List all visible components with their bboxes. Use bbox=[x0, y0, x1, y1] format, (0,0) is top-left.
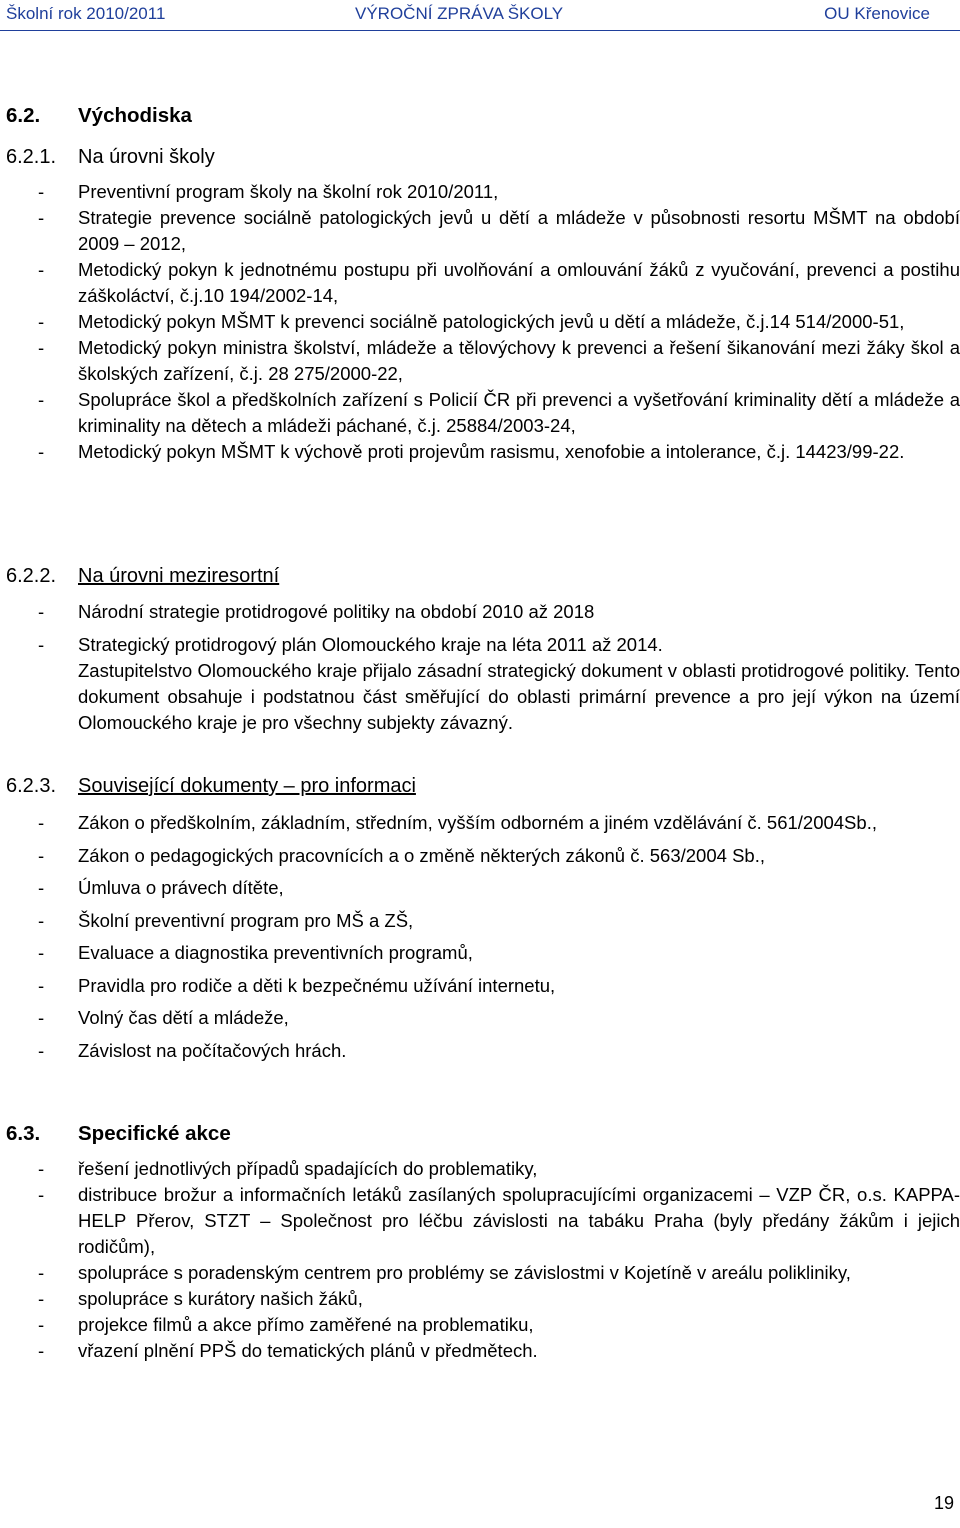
page-number: 19 bbox=[933, 1493, 954, 1513]
list-item: - Spolupráce škol a předškolních zařízení s Policií ČR při prevenci a vyšetřování kriminality dětí a mládeže a kriminality na dětech a mládeži páchané, č.j. 25884/2003-24, bbox=[38, 387, 960, 439]
list-item: - Preventivní program školy na školní rok 2010/2011, bbox=[38, 179, 960, 205]
section-6-3-list bbox=[38, 1156, 960, 1364]
list-item: - distribuce brožur a informačních letáků zasílaných spolupracujícími organizacemi – VZP ČR, o.s. KAPPA-HELP Přerov, STZT – Společnost pro léčbu závislosti na tabáku Praha (byly předány žákům i jejich rodičům), bbox=[38, 1182, 960, 1260]
header-school-name: OU Křenovice bbox=[824, 4, 930, 23]
list-item: - Metodický pokyn k jednotnému postupu při uvolňování a omlouvání žáků z vyučování, prevenci a postihu záškoláctví, č.j.10 194/2002-14, bbox=[38, 257, 960, 309]
section-number: 6.3. bbox=[6, 1122, 41, 1145]
list-item: - Pravidla pro rodiče a děti k bezpečnému užívání internetu, bbox=[38, 973, 960, 999]
page-header bbox=[0, 0, 960, 28]
section-6-3-heading bbox=[6, 1122, 231, 1146]
list-item: - řešení jednotlivých případů spadajících do problematiky, bbox=[38, 1156, 960, 1182]
section-number: 6.2.2. bbox=[6, 565, 57, 587]
list-item: - Volný čas dětí a mládeže, bbox=[38, 1005, 960, 1031]
list-item: - spolupráce s kurátory našich žáků, bbox=[38, 1286, 960, 1312]
list-item: - Metodický pokyn MŠMT k prevenci sociálně patologických jevů u dětí a mládeže, č.j.14 514/2000-51, bbox=[38, 309, 960, 335]
header-divider bbox=[0, 30, 960, 31]
list-item: - spolupráce s poradenským centrem pro problémy se závislostmi v Kojetíně v areálu polikliniky, bbox=[38, 1260, 960, 1286]
list-item: - Strategie prevence sociálně patologických jevů u dětí a mládeže v působnosti resortu MŠMT na období 2009 – 2012, bbox=[38, 205, 960, 257]
list-item: - Závislost na počítačových hrách. bbox=[38, 1038, 960, 1064]
list-item: - Národní strategie protidrogové politiky na období 2010 až 2018 bbox=[38, 599, 960, 625]
section-title: Související dokumenty – pro informaci bbox=[78, 775, 416, 797]
section-title: Na úrovni školy bbox=[78, 146, 215, 168]
section-title: Východiska bbox=[78, 104, 192, 127]
list-item: - Úmluva o právech dítěte, bbox=[38, 875, 960, 901]
section-number: 6.2.3. bbox=[6, 775, 57, 797]
list-item: - Evaluace a diagnostika preventivních programů, bbox=[38, 940, 960, 966]
list-item: - vřazení plnění PPŠ do tematických plánů v předmětech. bbox=[38, 1338, 960, 1364]
section-6-2-3-list bbox=[38, 810, 960, 1070]
section-6-2-heading bbox=[6, 104, 192, 128]
section-6-2-2-list bbox=[38, 599, 960, 664]
header-school-year: Školní rok 2010/2011 bbox=[6, 4, 166, 23]
section-6-2-2-heading bbox=[6, 565, 279, 588]
list-item: - Metodický pokyn ministra školství, mládeže a tělovýchovy k prevenci a řešení šikanování mezi žáky škol a školských zařízení, č.j. 28 275/2000-22, bbox=[38, 335, 960, 387]
section-number: 6.2. bbox=[6, 104, 41, 127]
list-item: - Zákon o pedagogických pracovnících a o změně některých zákonů č. 563/2004 Sb., bbox=[38, 843, 960, 869]
section-number: 6.2.1. bbox=[6, 146, 57, 168]
section-title: Na úrovni meziresortní bbox=[78, 565, 280, 587]
header-report-title: VÝROČNÍ ZPRÁVA ŠKOLY bbox=[355, 4, 564, 23]
section-6-2-1-list bbox=[38, 179, 960, 465]
section-6-2-2-paragraph: Zastupitelstvo Olomouckého kraje přijalo zásadní strategický dokument v oblasti protidrogové politiky. Tento dokument obsahuje i podstatnou část směřující do oblasti primární prevence a pro její výkon na území Olomouckého kraje je pro všechny subjekty závazný. bbox=[78, 660, 960, 733]
list-item: - projekce filmů a akce přímo zaměřené na problematiku, bbox=[38, 1312, 960, 1338]
list-item: - Strategický protidrogový plán Olomouckého kraje na léta 2011 až 2014. bbox=[38, 632, 960, 658]
list-item: - Školní preventivní program pro MŠ a ZŠ, bbox=[38, 908, 960, 934]
list-item: - Metodický pokyn MŠMT k výchově proti projevům rasismu, xenofobie a intolerance, č.j. 14423/99-22. bbox=[38, 439, 960, 465]
section-6-2-1-heading bbox=[6, 146, 215, 169]
section-6-2-3-heading bbox=[6, 775, 416, 798]
section-title: Specifické akce bbox=[78, 1122, 231, 1145]
list-item: - Zákon o předškolním, základním, středním, vyšším odborném a jiném vzdělávání č. 561/2004Sb., bbox=[38, 810, 960, 836]
